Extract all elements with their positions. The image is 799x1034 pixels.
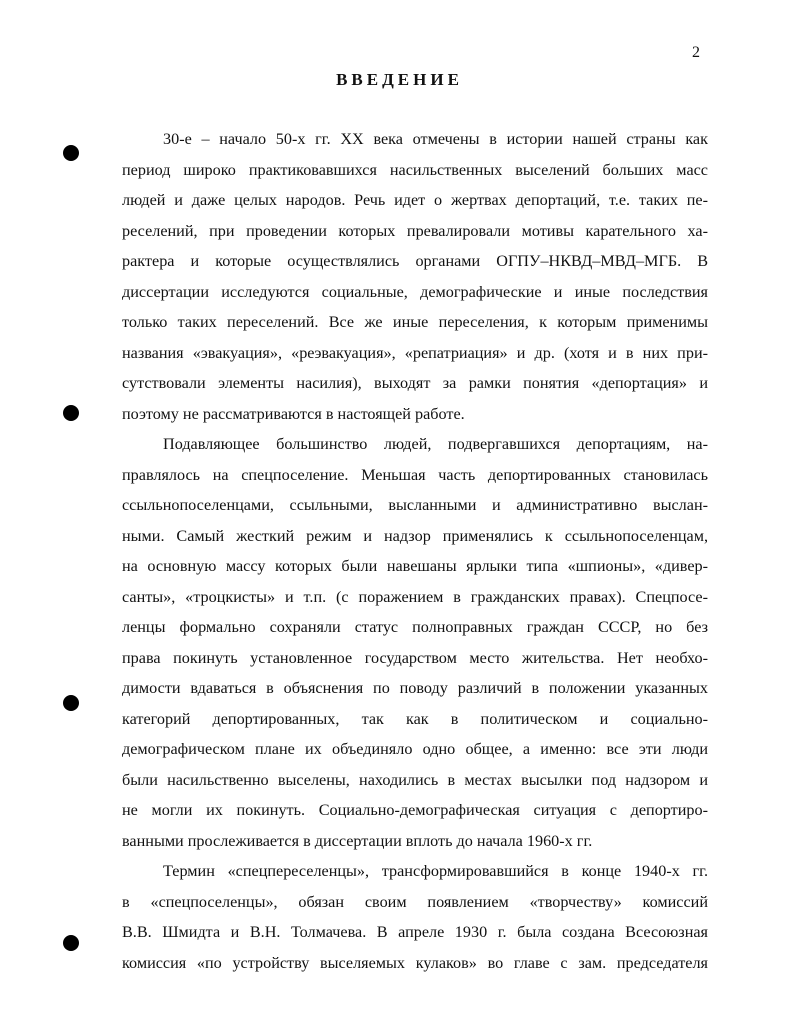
text-line: сутствовали элементы насилия), выходят за рамки понятия «депортация» и [122, 374, 708, 392]
text-line: санты», «троцкисты» и т.п. (с поражением в гражданских правах). Спецпосе- [122, 587, 708, 606]
binder-hole-mark [63, 145, 79, 161]
paragraph-3 [122, 856, 708, 978]
text-line: реселений, при проведении которых превалировали мотивы карательного ха- [122, 221, 708, 240]
text-line: ленцы формально сохраняли статус полноправных граждан СССР, но без [122, 618, 708, 636]
text-line: Подавляющее большинство людей, подвергавшихся депортациям, на- [163, 435, 708, 453]
text-line: категорий депортированных, так как в политическом и социально- [122, 709, 708, 728]
page-title: ВВЕДЕНИЕ [336, 70, 463, 89]
text-line: димости вдаваться в объяснения по поводу различий в положении указанных [122, 679, 708, 697]
text-line: диссертации исследуются социальные, демографические и иные последствия [122, 282, 708, 301]
text-line: В.В. Шмидта и В.Н. Толмачева. В апреле 1930 г. была создана Всесоюзная [122, 923, 708, 941]
paragraph-2 [122, 429, 708, 856]
text-line: ссыльнопоселенцами, ссыльными, высланными и административно выслан- [122, 496, 708, 514]
text-line: на основную массу которых были навешаны ярлыки типа «шпионы», «дивер- [122, 557, 708, 575]
text-line: людей и даже целых народов. Речь идет о жертвах депортаций, т.е. таких пе- [122, 191, 708, 209]
binder-hole-mark [63, 405, 79, 421]
text-line: права покинуть установленное государством место жительства. Нет необхо- [122, 648, 708, 667]
text-line: комиссия «по устройству выселяемых кулаков» во главе с зам. председателя [122, 953, 708, 972]
paragraph-1 [122, 124, 708, 429]
text-line: не могли их покинуть. Социально-демографическая ситуация с депортиро- [122, 801, 708, 819]
page-number: 2 [692, 44, 700, 61]
text-line: ванными прослеживается в диссертации вплоть до начала 1960-х гг. [122, 831, 593, 850]
text-line: названия «эвакуация», «реэвакуация», «репатриация» и др. (хотя и в них при- [122, 343, 708, 362]
text-line: поэтому не рассматриваются в настоящей работе. [122, 404, 465, 423]
text-line: 30-е – начало 50-х гг. XX века отмечены в истории нашей страны как [163, 130, 708, 148]
document-body [122, 124, 708, 978]
text-line: в «спецпоселенцы», обязан своим появлением «творчеству» комиссий [122, 892, 708, 911]
text-line: правлялось на спецпоселение. Меньшая часть депортированных становилась [122, 465, 708, 484]
binder-hole-mark [63, 935, 79, 951]
text-line: Термин «спецпереселенцы», трансформировавшийся в конце 1940-х гг. [163, 862, 708, 880]
text-line: рактера и которые осуществлялись органами ОГПУ–НКВД–МВД–МГБ. В [122, 252, 708, 270]
text-line: были насильственно выселены, находились в местах высылки под надзором и [122, 770, 708, 789]
text-line: демографическом плане их объединяло одно общее, а именно: все эти люди [122, 740, 708, 758]
text-line: ными. Самый жесткий режим и надзор применялись к ссыльнопоселенцам, [122, 526, 708, 545]
text-line: только таких переселений. Все же иные переселения, к которым применимы [122, 313, 708, 331]
binder-hole-mark [63, 695, 79, 711]
text-line: период широко практиковавшихся насильственных выселений больших масс [122, 160, 708, 179]
